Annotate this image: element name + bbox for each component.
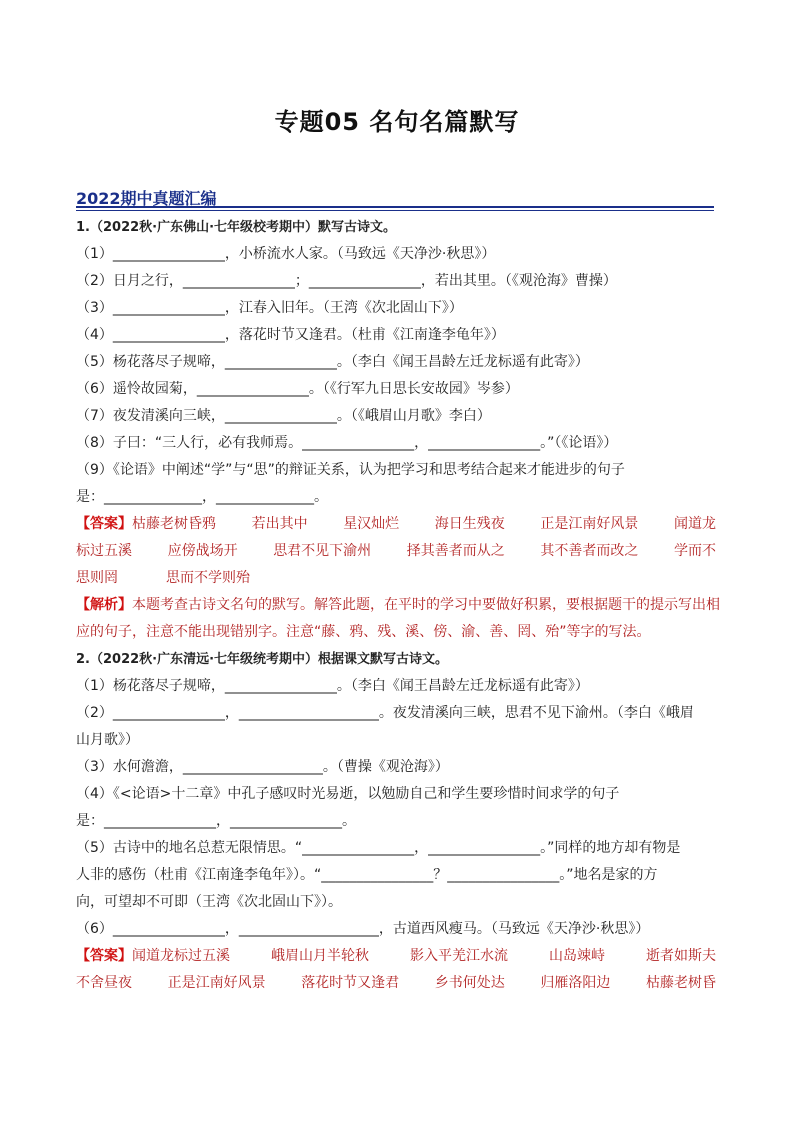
question-1-item: （5）杨花落尽子规啼，________________。（李白《闻王昌龄左迁龙标遥有此寄》） — [76, 354, 589, 370]
document-body — [76, 214, 720, 997]
analysis-text: 本题考查古诗文名句的默写。解答此题，在平时的学习中要做好积累，要根据题干的提示写出相 — [132, 597, 720, 613]
answer-item: 落花时节又逢君 — [301, 975, 400, 991]
section-heading: 2022期中真题汇编 — [76, 189, 217, 208]
answer-1-row — [76, 565, 716, 592]
question-2-item: （5）古诗中的地名总惹无限情思。“________________，________________。”同样的地方却有物是 — [76, 840, 681, 856]
question-2-heading: 2.（2022秋·广东清远·七年级统考期中）根据课文默写古诗文。 — [76, 652, 449, 667]
answer-item: 乡书何处达 — [434, 975, 505, 991]
answer-item: 正是江南好风景 — [167, 975, 266, 991]
answer-item: 学而不 — [673, 543, 716, 559]
question-1-item: （2）日月之行，________________；________________，若出其里。（《观沧海》曹操） — [76, 273, 617, 289]
answer-2-row — [76, 943, 716, 970]
question-2-item: （4）《<论语>十二章》中孔子感叹时光易逝，以勉励自己和学生要珍惜时间求学的句子 — [76, 786, 620, 802]
page-title: 专题05 名句名篇默写 — [274, 108, 520, 136]
question-2-item: （6）________________，____________________，古道西风瘦马。（马致远《天净沙·秋思》） — [76, 921, 650, 937]
answer-item: 峨眉山月半轮秋 — [271, 948, 369, 964]
answer-item: 思则罔 — [76, 570, 118, 586]
answer-item: 逝者如斯夫 — [646, 948, 716, 964]
answer-1-row — [76, 511, 716, 538]
answer-tag: 【答案】 — [76, 948, 132, 964]
question-2-item: 人非的感伤（杜甫《江南逢李龟年》）。“________________？________________。”地名是家的方 — [76, 867, 658, 883]
answer-item: 思君不见下渝州 — [273, 543, 372, 559]
question-1-item: （1）________________，小桥流水人家。（马致远《天净沙·秋思》） — [76, 246, 496, 262]
question-1-item: 是：______________，______________。 — [76, 489, 328, 505]
answer-item: 归雁洛阳边 — [540, 975, 611, 991]
answer-item: 枯藤老树昏鸦 — [132, 516, 216, 532]
answer-2-row — [76, 970, 716, 997]
answer-item: 正是江南好风景 — [540, 516, 639, 532]
question-2-item: （2）________________，____________________。夜发清溪向三峡，思君不见下渝州。（李白《峨眉 — [76, 705, 694, 721]
analysis-tag: 【解析】 — [76, 597, 132, 613]
question-2-item: （1）杨花落尽子规啼，________________。（李白《闻王昌龄左迁龙标遥有此寄》） — [76, 678, 589, 694]
question-1-item: （8）子曰：“三人行，必有我师焉。________________，________________。”（《论语》） — [76, 435, 618, 451]
answer-1-row — [76, 538, 716, 565]
question-1-item: （6）遥怜故园菊，________________。（《行军九日思长安故园》岑参） — [76, 381, 519, 397]
question-1-heading: 1.（2022秋·广东佛山·七年级校考期中）默写古诗文。 — [76, 220, 397, 235]
answer-item: 闻道龙标过五溪 — [132, 948, 230, 964]
question-1-item: （9）《论语》中阐述“学”与“思”的辩证关系，认为把学习和思考结合起来才能进步的句子 — [76, 462, 625, 478]
answer-item: 海日生残夜 — [434, 516, 505, 532]
question-1-item: （3）________________，江春入旧年。（王湾《次北固山下》） — [76, 300, 463, 316]
question-2-item: 是：________________，________________。 — [76, 813, 356, 829]
analysis-1-cont: 应的句子，注意不能出现错别字。注意“藤、鸦、残、溪、傍、渝、善、罔、殆”等字的写法。 — [76, 624, 651, 640]
question-2-item: 向，可望却不可即（王湾《次北固山下》）。 — [76, 894, 342, 910]
answer-item: 择其善者而从之 — [406, 543, 505, 559]
section-divider-thin — [76, 210, 714, 211]
answer-item: 若出其中 — [251, 516, 308, 532]
question-1-item: （7）夜发清溪向三峡，________________。（《峨眉山月歌》李白） — [76, 408, 491, 424]
answer-tag: 【答案】 — [76, 516, 132, 532]
answer-item: 山岛竦峙 — [549, 948, 605, 964]
question-2-item: 山月歌》） — [76, 732, 139, 748]
answer-item: 思而不学则殆 — [166, 570, 250, 586]
answer-item: 枯藤老树昏 — [645, 975, 716, 991]
answer-item: 应傍战场开 — [167, 543, 238, 559]
answer-item: 其不善者而改之 — [540, 543, 639, 559]
question-2-item: （3）水何澹澹，____________________。（曹操《观沧海》） — [76, 759, 449, 775]
answer-item: 闻道龙 — [673, 516, 716, 532]
answer-item: 星汉灿烂 — [343, 516, 400, 532]
analysis-1 — [76, 592, 720, 619]
question-1-item: （4）________________，落花时节又逢君。（杜甫《江南逢李龟年》） — [76, 327, 505, 343]
answer-item: 影入平羌江水流 — [410, 948, 508, 964]
section-divider — [76, 206, 714, 208]
answer-item: 标过五溪 — [76, 543, 132, 559]
answer-item: 不舍昼夜 — [76, 975, 132, 991]
